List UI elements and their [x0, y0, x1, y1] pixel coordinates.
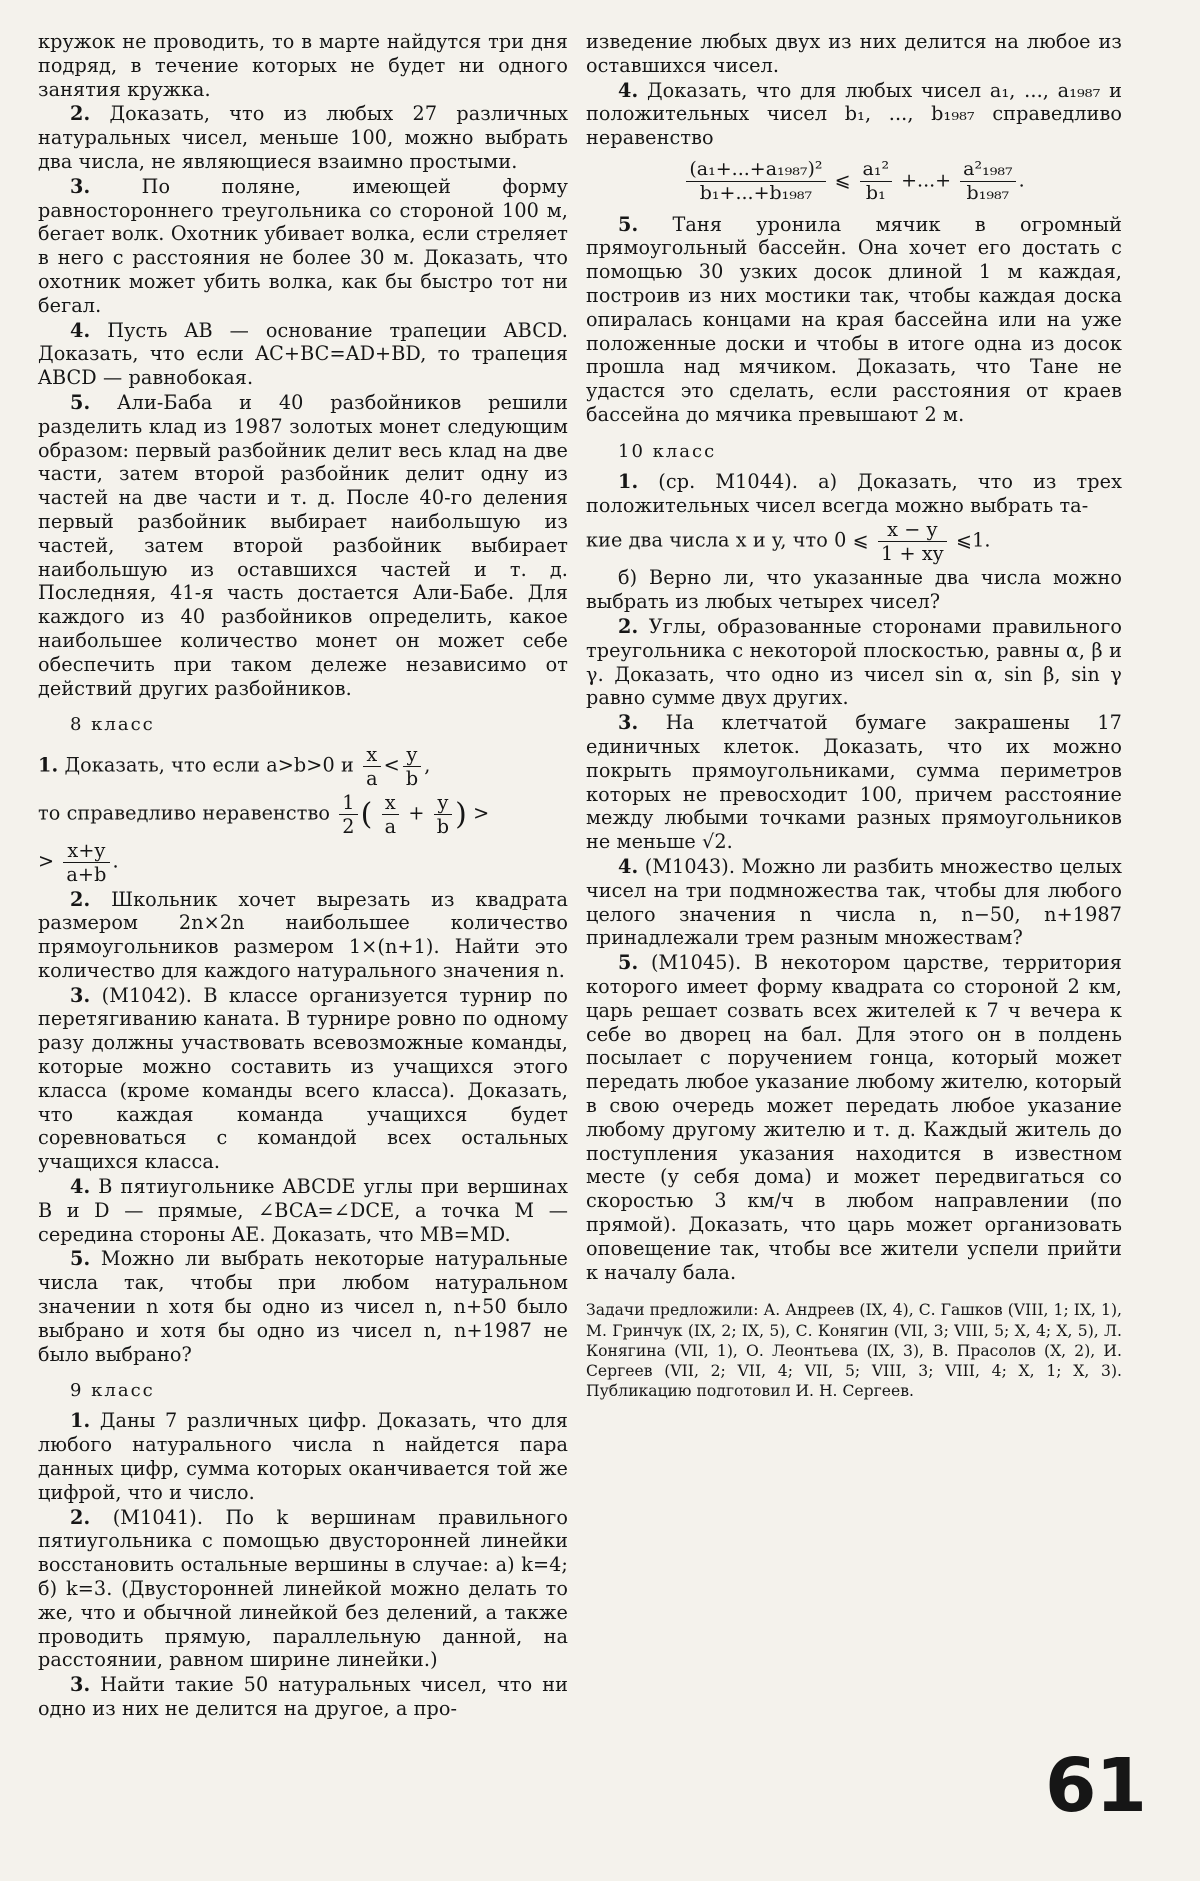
numerator: x+y [67, 839, 106, 863]
denominator: b₁₉₈₇ [960, 181, 1015, 205]
grade-8-heading: 8 класс [70, 714, 155, 736]
continued-paragraph: изведение любых двух из них делится на любое из оставшихся чисел. [586, 30, 1122, 77]
problem-number: 4. [70, 318, 91, 342]
problem-10-2 [586, 615, 1122, 710]
denominator: 1 + xy [878, 541, 947, 565]
problem-9-1 [38, 1409, 568, 1504]
problem-text: Углы, образованные сторонами правильного треугольника с некоторой плоскостью, равны α, β и γ. Доказать, что одно из чисел sin α, sin β, sin γ равно сумме двух других. [586, 615, 1122, 710]
problem-number: 2. [70, 887, 91, 911]
problem-text: Доказать, что из любых 27 различных натуральных чисел, меньше 100, можно выбрать два числа, не являющиеся взаимно простыми. [38, 102, 569, 173]
problem-text: Школьник хочет вырезать из квадрата размером 2n×2n наибольшее количество прямоугольников размером 1×(n+1). Найти это количество для каждого натурального значения n. [38, 887, 569, 982]
denominator: b₁ [860, 181, 893, 205]
problem-9-4 [586, 79, 1122, 150]
page-number: 61 [1045, 1743, 1146, 1829]
left-column [38, 30, 568, 1721]
numerator: y [406, 743, 418, 767]
problem-text: (М1041). По k вершинам правильного пятиугольника с помощью двусторонней линейки восстановить остальные вершины в случае: а) k=4; б) k=3. (Двусторонней линейкой можно делать то же, что и обычной линейкой без делений, а также проводить прямую, параллельную данной, на расстоянии, равном ширине линейки.) [38, 1505, 568, 1672]
problem-8-1 [38, 743, 568, 790]
period: . [1018, 169, 1025, 192]
problem-number: 3. [70, 983, 91, 1007]
fraction-term-1987 [960, 158, 1015, 205]
problem-8-4 [38, 1175, 568, 1246]
less-or-equal-sign: ⩽ [834, 169, 851, 192]
problem-text: то справедливо неравенство [38, 801, 331, 825]
problem-text: (М1043). Можно ли разбить множество целых чисел на три подмножества так, чтобы для любого целого значения n числа n, n−50, n+1987 принадлежали трем разным множествам? [586, 854, 1122, 950]
problem-number: 1. [70, 1409, 91, 1433]
numerator: 1 [342, 791, 355, 815]
problem-10-5 [586, 951, 1122, 1284]
problem-9-2 [38, 1506, 568, 1673]
fraction-term-1 [860, 158, 893, 205]
fraction-x-minus-y [878, 518, 947, 565]
problem-number: 5. [618, 212, 639, 236]
problem-number: 3. [618, 711, 639, 735]
fraction-y-over-b-inner [434, 791, 452, 838]
problem-10-4 [586, 855, 1122, 950]
problem-number: 4. [618, 78, 639, 102]
problem-text: Пусть AB — основание трапеции ABCD. Доказать, что если AC+BC=AD+BD, то трапеция ABCD — равнобокая. [38, 318, 568, 390]
denominator: a [382, 814, 400, 838]
fraction-x-over-a-inner [382, 791, 400, 838]
grade-10-heading: 10 класс [618, 440, 717, 462]
problem-number: 3. [70, 1673, 91, 1697]
numerator: (a₁+...+a₁₉₈₇)² [689, 157, 823, 180]
numerator: x − y [887, 518, 938, 542]
numerator: a²₁₉₈₇ [963, 157, 1013, 180]
fraction-x-over-a [363, 743, 381, 790]
problem-number: 1. [618, 469, 639, 493]
problem-text: (М1042). В классе организуется турнир по перетягиванию каната. В турнире ровно по одному разу должны участвовать всевозможные команды, которые можно составить из учащихся этого класса (кроме команды всего класса). Доказать, что каждая команда учащихся будет соревноваться с командой всех остальных учащихся класса. [38, 983, 569, 1174]
problem-text: Али-Баба и 40 разбойников решили разделить клад из 1987 золотых монет следующим образом: первый разбойник делит весь клад на две части, затем второй разбойник делит одну из частей на две части и т. д. После 40-го деления первый разбойник выбирает наибольшую из частей, затем второй разбойник выбирает наибольшую из оставшихся частей и т. д. Последняя, 41-я часть достается Али-Бабе. Для каждого из 40 разбойников определить, какое наибольшее количество монет он может себе обеспечить при таком дележе независимо от действий других разбойников. [38, 390, 568, 700]
problem-10-3 [586, 711, 1122, 854]
problem-number: 4. [70, 1175, 91, 1199]
problem-8-5 [38, 1247, 568, 1366]
continued-paragraph: кружок не проводить, то в марте найдутся три дня подряд, в течение которых не будет ни одного занятия кружка. [38, 30, 568, 101]
problem-text: На клетчатой бумаге закрашены 17 единичных клеток. Доказать, что их можно покрыть прямоугольниками, сумма периметров которых не превосходит 100, причем расстояние между любыми точками разных прямоугольников не меньше √2. [586, 711, 1122, 854]
problem-text: Таня уронила мячик в огромный прямоугольный бассейн. Она хочет его достать с помощью 30 узких досок длиной 1 м каждая, построив из них мостики так, чтобы каждая доска опиралась концами на края бассейна или на уже положенные доски и чтобы в итоге одна из досок прошла над мячиком. Доказать, что Тане не удастся это сделать, если расстояния от краев бассейна до мячика превышают 2 м. [586, 212, 1122, 426]
problem-number: 1. [38, 753, 59, 777]
problem-number: 5. [70, 1247, 91, 1271]
denominator: b [434, 814, 452, 838]
problem-number: 2. [618, 615, 639, 638]
problem-9-3 [38, 1673, 568, 1721]
problem-text: (ср. М1044). а) Доказать, что из трех положительных чисел всегда можно выбрать та- [586, 469, 1122, 517]
denominator: 2 [339, 814, 357, 838]
less-than-sign: < [383, 753, 400, 777]
problem-text: Даны 7 различных цифр. Доказать, что для любого натурального числа n найдется пара данных цифр, сумма которых оканчивается той же цифрой, что и число. [38, 1409, 568, 1504]
greater-than-sign: > [38, 849, 55, 873]
problem-10-1-b: б) Верно ли, что указанные два числа можно выбрать из любых четырех чисел? [586, 566, 1122, 614]
lower-bound: 0 ⩽ [834, 528, 869, 552]
problem-10-1-formula [586, 518, 1122, 565]
problem-7-4 [38, 319, 568, 390]
problem-8-2 [38, 888, 568, 983]
fraction-one-half [339, 791, 357, 838]
problem-9-5 [586, 213, 1122, 427]
numerator: x [366, 743, 378, 767]
problem-text: Найти такие 50 натуральных чисел, что ни одно из них не делится на другое, а про- [38, 1673, 568, 1720]
denominator: a [363, 766, 381, 790]
denominator: b₁+...+b₁₉₈₇ [686, 181, 825, 205]
problem-credits: Задачи предложили: А. Андреев (IX, 4), С. Гашков (VIII, 1; IX, 1), М. Гринчук (IX, 2; IX, 5), С. Конягин (VII, 3; VIII, 5; X, 4; X, 5), Л. Конягина (VII, 1), О. Леонтьева (IX, 3), В. Прасолов (X, 2), И. Сергеев (VII, 2; VII, 4; VII, 5; VIII, 3; VIII, 4; X, 1; X, 3). Публикацию подготовил И. Н. Сергеев. [586, 1301, 1122, 1401]
fraction-sum [63, 839, 109, 886]
problem-text: В пятиугольнике ABCDE углы при вершинах B и D — прямые, ∠BCA=∠DCE, а точка M — середина стороны AE. Доказать, что MB=MD. [38, 1175, 568, 1246]
fraction-lhs [686, 158, 825, 205]
upper-bound: ⩽1. [955, 528, 991, 552]
period: . [112, 849, 119, 873]
problem-number: 5. [618, 951, 639, 975]
inequality-formula [586, 158, 1122, 205]
problem-number: 2. [70, 102, 91, 126]
denominator: b [403, 766, 421, 790]
comma: , [424, 753, 431, 777]
problem-7-2 [38, 102, 568, 173]
problem-text: кие два числа x и y, что [586, 528, 828, 552]
greater-than-sign: > [473, 801, 490, 825]
problem-number: 5. [70, 390, 91, 414]
problem-8-1-rhs [38, 839, 568, 886]
problem-number: 3. [70, 174, 91, 198]
numerator: y [437, 791, 449, 815]
ellipsis-sum: +...+ [901, 169, 952, 192]
problem-number: 2. [70, 1505, 91, 1529]
problem-10-1 [586, 470, 1122, 518]
right-column [586, 30, 1122, 1417]
problem-8-3 [38, 984, 568, 1174]
problem-text: Доказать, что для любых чисел a₁, ..., a₁₉₈₇ и положительных чисел b₁, ..., b₁₉₈₇ справедливо неравенство [586, 78, 1122, 150]
problem-text: Можно ли выбрать некоторые натуральные числа так, чтобы при любом натуральном значении n хотя бы одно из чисел n, n+50 было выбрано и хотя бы одно из чисел n, n+1987 не было выбрано? [38, 1247, 568, 1366]
numerator: a₁² [862, 157, 890, 180]
problem-text: (М1045). В некотором царстве, территория которого имеет форму квадрата со стороной 2 км, царь решает созвать всех жителей к 7 ч вечера к себе во дворец на бал. Для этого он в полдень посылает с поручением гонца, который может передать любое указание любому жителю, который в свою очередь может передать любое указание любому другому жителю и т. д. Каждый житель до поступления указания находится в известном месте (у себя дома) и может передвигаться со скоростью 3 км/ч в любом направлении (по прямой). Доказать, что царь может организовать оповещение так, чтобы все жители успели прийти к началу бала. [586, 951, 1122, 1284]
grade-9-heading: 9 класс [70, 1380, 155, 1402]
problem-7-5 [38, 391, 568, 700]
plus-sign: + [408, 801, 425, 825]
problem-text: Доказать, что если a>b>0 и [64, 753, 354, 777]
problem-number: 4. [618, 854, 639, 878]
problem-7-3 [38, 175, 568, 318]
fraction-y-over-b [403, 743, 421, 790]
numerator: x [384, 791, 396, 815]
problem-text: По поляне, имеющей форму равностороннего треугольника со стороной 100 м, бегает волк. Охотник убивает волка, если стреляет в него с расстояния не более 30 м. Доказать, что охотник может убить волка, как бы быстро тот ни бегал. [38, 174, 568, 317]
problem-8-1-inequality: то справедливо неравенство $\frac{1}{2}$ ( $\frac{x}{a}$ + $\frac{y}{b}$ ) > [38, 791, 490, 839]
denominator: a+b [63, 862, 109, 886]
